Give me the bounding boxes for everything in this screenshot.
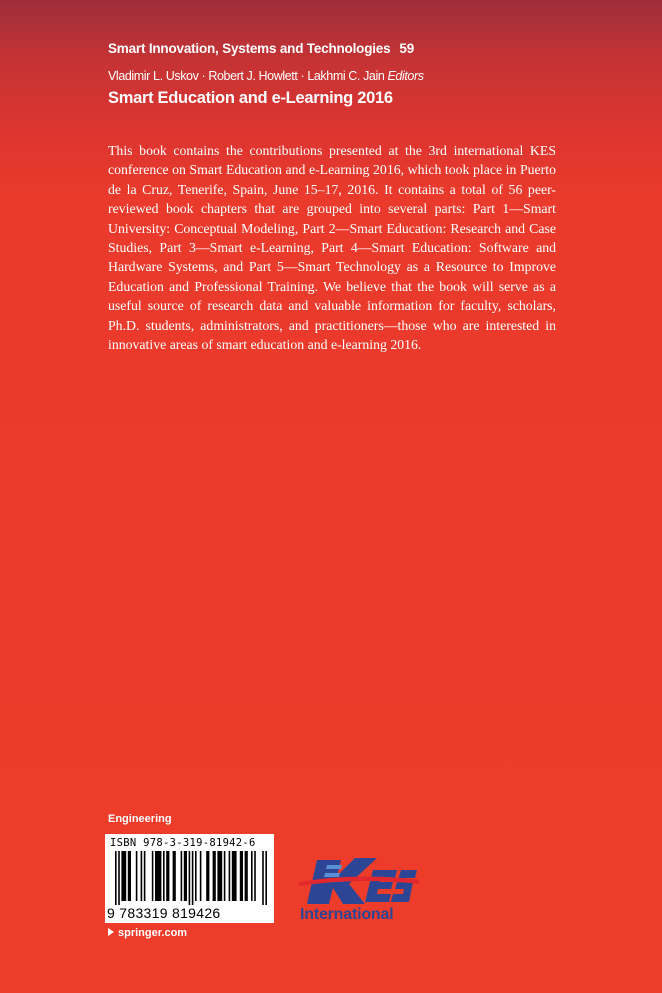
barcode-bar [136,851,138,901]
editors-line [108,69,424,83]
barcode-bar [184,851,187,901]
barcode-bar [217,851,222,901]
barcode-bar [163,851,165,901]
barcode-bar [144,851,146,901]
barcode-bar [141,851,143,901]
barcode-bar [206,851,209,901]
isbn-label: ISBN 978-3-319-81942-6 [110,837,256,849]
isbn-digits: 9 783319 819426 [107,905,221,921]
barcode-bar [121,851,126,901]
barcode-bar [240,851,243,901]
kes-international-text: International [300,906,394,923]
book-description: This book contains the contributions presented at the 3rd international KES conference on Smart Education and e-Learning 2016, which took place in Puerto de la Cruz, Tenerife, Spain, June 15–17, 2016. It contains a total of 56 peer-reviewed book chapters that are grouped into several parts: Part 1—Smart University: Conceptual Modeling, Part 2—Smart Education: Research and Case Studies, Part 3—Smart e-Learning, Part 4—Smart Education: Software and Hardware Systems, and Part 5—Smart Technology as a Resource to Improve Education and Professional Training. We believe that the book will serve as a useful source of research data and valuable information for faculty, scholars, Ph.D. students, administrators, and practitioners—those who are interested in innovative areas of smart education and e-learning 2016. [108,143,556,353]
barcode-bar [251,851,253,901]
barcode-bars [115,851,267,905]
barcode-bar [232,851,237,901]
website-text[interactable]: springer.com [118,927,188,939]
book-title: Smart Education and e-Learning 2016 [108,89,393,107]
barcode-bar [262,851,264,905]
kes-letters [299,858,419,904]
editor-names: Vladimir L. Uskov · Robert J. Howlett · Lakhmi C. Jain [108,69,385,83]
barcode-bar [181,851,183,901]
barcode-bar [128,851,131,901]
series-volume: 59 [399,41,415,56]
isbn-barcode [105,834,274,923]
barcode-bar [166,851,169,901]
barcode-bar [265,851,267,905]
subject-label: Engineering [108,813,172,825]
barcode-bar [195,851,197,901]
triangle-arrow-icon [108,928,114,936]
barcode-bar [200,851,202,901]
barcode-bar [254,851,256,901]
publisher-website[interactable] [108,927,187,939]
barcode-bar [229,851,231,901]
barcode-bar [192,851,194,905]
series-line [108,41,414,56]
barcode-bar [189,851,191,905]
barcode-bar [213,851,216,901]
barcode-bar [115,851,117,905]
barcode-bar [118,851,120,905]
barcode-bar [155,851,161,901]
series-name: Smart Innovation, Systems and Technologies [108,41,391,56]
barcode-bar [152,851,154,901]
barcode-bar [173,851,176,901]
editors-role: Editors [387,69,424,83]
barcode-bar [245,851,248,901]
barcode-bar [224,851,226,901]
